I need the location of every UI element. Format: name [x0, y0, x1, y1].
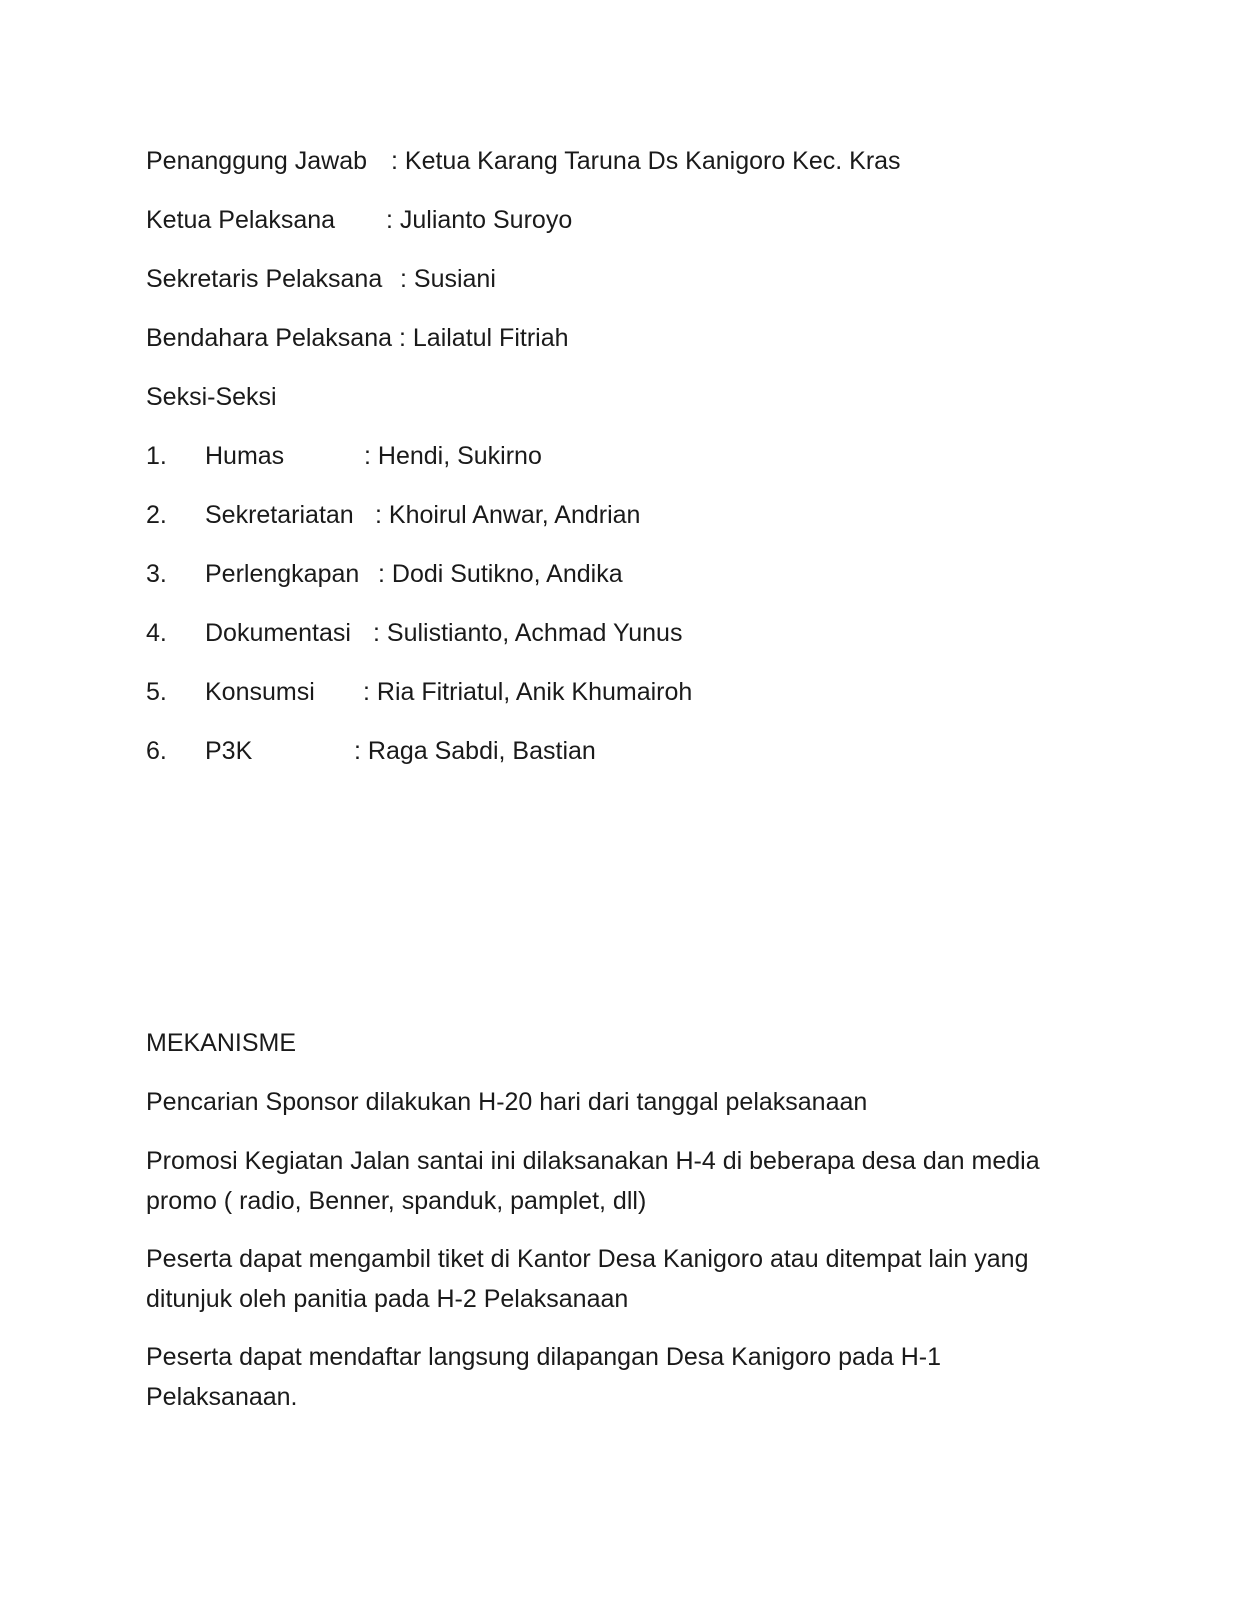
- section-label: Perlengkapan: [205, 560, 360, 588]
- section-members: : Dodi Sutikno, Andika: [378, 560, 623, 588]
- section-number: 4.: [146, 619, 167, 647]
- section-label: Dokumentasi: [205, 619, 351, 647]
- row-label: Bendahara Pelaksana: [146, 324, 393, 352]
- mekanisme-paragraph: Peserta dapat mendaftar langsung dilapangan Desa Kanigoro pada H-1 Pelaksanaan.: [146, 1343, 941, 1411]
- row-label: Penanggung Jawab: [146, 147, 368, 175]
- section-number: 3.: [146, 560, 167, 588]
- row-label: Sekretaris Pelaksana: [146, 265, 383, 293]
- section-label: Humas: [205, 442, 285, 470]
- section-label: Konsumsi: [205, 678, 315, 706]
- section-number: 5.: [146, 678, 167, 706]
- row-value: : Ketua Karang Taruna Ds Kanigoro Kec. Kras: [391, 147, 901, 175]
- row-label: Ketua Pelaksana: [146, 206, 336, 234]
- mekanisme-paragraph: Peserta dapat mengambil tiket di Kantor Desa Kanigoro atau ditempat lain yang ditunjuk oleh panitia pada H-2 Pelaksanaan: [146, 1245, 1029, 1313]
- row-value: : Lailatul Fitriah: [399, 324, 569, 352]
- section-members: : Khoirul Anwar, Andrian: [375, 501, 641, 529]
- row-value: : Susiani: [400, 265, 496, 293]
- sections-heading: Seksi-Seksi: [146, 383, 277, 411]
- mekanisme-paragraph: Promosi Kegiatan Jalan santai ini dilaksanakan H-4 di beberapa desa dan media promo ( radio, Benner, spanduk, pamplet, dll): [146, 1147, 1040, 1215]
- mekanisme-heading: MEKANISME: [146, 1029, 297, 1057]
- section-members: : Sulistianto, Achmad Yunus: [373, 619, 683, 647]
- mekanisme-paragraph: Pencarian Sponsor dilakukan H-20 hari dari tanggal pelaksanaan: [146, 1088, 868, 1116]
- section-number: 6.: [146, 737, 167, 765]
- section-number: 2.: [146, 501, 167, 529]
- section-members: : Raga Sabdi, Bastian: [354, 737, 596, 765]
- section-members: : Ria Fitriatul, Anik Khumairoh: [363, 678, 693, 706]
- row-value: : Julianto Suroyo: [386, 206, 573, 234]
- section-label: Sekretariatan: [205, 501, 354, 529]
- section-members: : Hendi, Sukirno: [364, 442, 542, 470]
- section-label: P3K: [205, 737, 253, 765]
- section-number: 1.: [146, 442, 167, 470]
